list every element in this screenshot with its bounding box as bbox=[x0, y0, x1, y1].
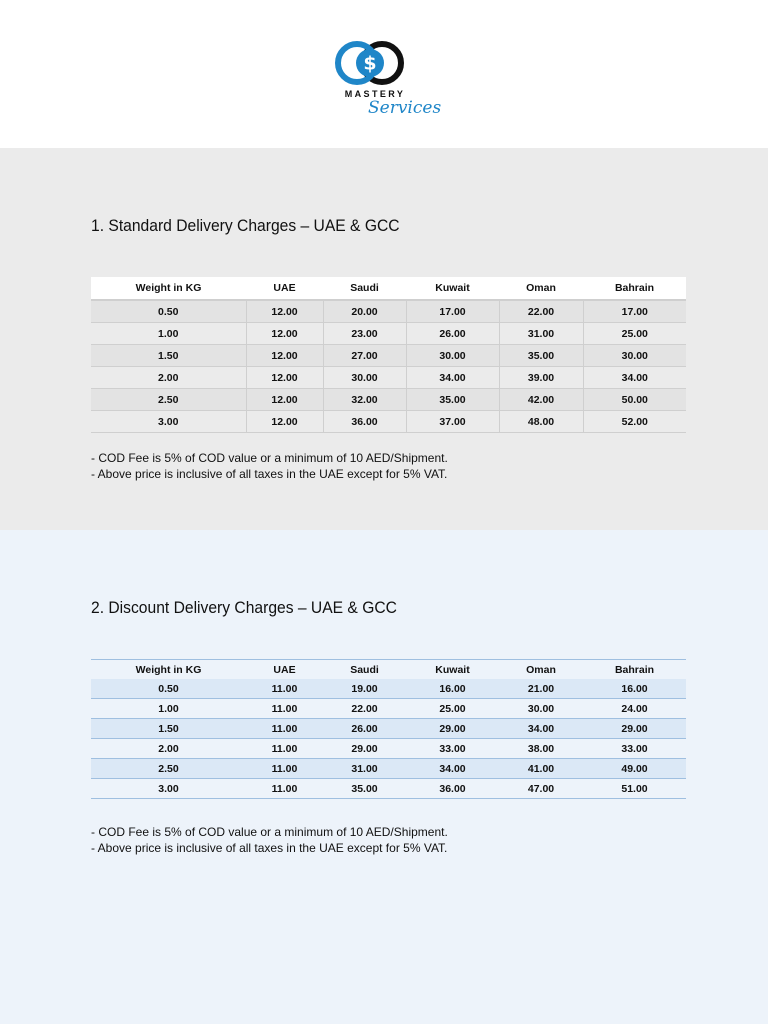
cell-weight: 0.50 bbox=[91, 300, 246, 323]
cell-bahrain: 34.00 bbox=[583, 367, 686, 389]
cell-saudi: 35.00 bbox=[323, 779, 406, 799]
cell-saudi: 26.00 bbox=[323, 719, 406, 739]
cell-weight: 3.00 bbox=[91, 779, 246, 799]
cell-saudi: 32.00 bbox=[323, 389, 406, 411]
table-row bbox=[91, 759, 686, 779]
cell-weight: 1.00 bbox=[91, 699, 246, 719]
cell-weight: 3.00 bbox=[91, 411, 246, 433]
cell-kuwait: 37.00 bbox=[406, 411, 499, 433]
discount-charges-title: 2. Discount Delivery Charges – UAE & GCC bbox=[91, 598, 397, 617]
table-row bbox=[91, 300, 686, 323]
cell-oman: 41.00 bbox=[499, 759, 583, 779]
cell-oman: 39.00 bbox=[499, 367, 583, 389]
cell-uae: 11.00 bbox=[246, 719, 323, 739]
cell-saudi: 30.00 bbox=[323, 367, 406, 389]
table-row bbox=[91, 411, 686, 433]
cell-bahrain: 25.00 bbox=[583, 323, 686, 345]
cell-weight: 0.50 bbox=[91, 679, 246, 699]
cell-uae: 12.00 bbox=[246, 323, 323, 345]
cell-bahrain: 16.00 bbox=[583, 679, 686, 699]
cell-uae: 11.00 bbox=[246, 699, 323, 719]
cell-uae: 11.00 bbox=[246, 679, 323, 699]
table-row bbox=[91, 679, 686, 699]
table-row bbox=[91, 345, 686, 367]
cell-oman: 47.00 bbox=[499, 779, 583, 799]
cell-saudi: 19.00 bbox=[323, 679, 406, 699]
cell-weight: 2.50 bbox=[91, 389, 246, 411]
header-bahrain: Bahrain bbox=[583, 277, 686, 300]
cell-kuwait: 36.00 bbox=[406, 779, 499, 799]
table-row bbox=[91, 389, 686, 411]
cell-bahrain: 52.00 bbox=[583, 411, 686, 433]
header-saudi: Saudi bbox=[323, 660, 406, 680]
cell-weight: 2.00 bbox=[91, 739, 246, 759]
cell-uae: 11.00 bbox=[246, 759, 323, 779]
cell-saudi: 27.00 bbox=[323, 345, 406, 367]
discount-charges-table bbox=[91, 659, 686, 799]
cell-saudi: 22.00 bbox=[323, 699, 406, 719]
cell-kuwait: 35.00 bbox=[406, 389, 499, 411]
cell-kuwait: 25.00 bbox=[406, 699, 499, 719]
standard-notes bbox=[91, 450, 448, 482]
cell-uae: 12.00 bbox=[246, 345, 323, 367]
cell-saudi: 31.00 bbox=[323, 759, 406, 779]
table-row bbox=[91, 699, 686, 719]
header-saudi: Saudi bbox=[323, 277, 406, 300]
cell-oman: 30.00 bbox=[499, 699, 583, 719]
vat-note: - Above price is inclusive of all taxes in the UAE except for 5% VAT. bbox=[91, 841, 448, 855]
cell-bahrain: 50.00 bbox=[583, 389, 686, 411]
cell-bahrain: 49.00 bbox=[583, 759, 686, 779]
cell-uae: 12.00 bbox=[246, 411, 323, 433]
cell-kuwait: 30.00 bbox=[406, 345, 499, 367]
cell-uae: 12.00 bbox=[246, 389, 323, 411]
header-weight: Weight in KG bbox=[91, 277, 246, 300]
cell-saudi: 20.00 bbox=[323, 300, 406, 323]
cell-bahrain: 33.00 bbox=[583, 739, 686, 759]
cell-kuwait: 33.00 bbox=[406, 739, 499, 759]
cell-kuwait: 26.00 bbox=[406, 323, 499, 345]
cell-uae: 12.00 bbox=[246, 300, 323, 323]
logo-script-text: Services bbox=[368, 98, 442, 118]
cell-saudi: 23.00 bbox=[323, 323, 406, 345]
cell-saudi: 36.00 bbox=[323, 411, 406, 433]
page-header bbox=[0, 0, 768, 148]
cell-oman: 35.00 bbox=[499, 345, 583, 367]
cod-fee-note: - COD Fee is 5% of COD value or a minimum of 10 AED/Shipment. bbox=[91, 451, 448, 465]
standard-charges-title: 1. Standard Delivery Charges – UAE & GCC bbox=[91, 216, 400, 235]
table-row bbox=[91, 779, 686, 799]
cell-oman: 22.00 bbox=[499, 300, 583, 323]
cell-bahrain: 24.00 bbox=[583, 699, 686, 719]
header-kuwait: Kuwait bbox=[406, 277, 499, 300]
table-row bbox=[91, 367, 686, 389]
cell-kuwait: 17.00 bbox=[406, 300, 499, 323]
header-uae: UAE bbox=[246, 277, 323, 300]
cell-uae: 11.00 bbox=[246, 739, 323, 759]
cell-weight: 2.50 bbox=[91, 759, 246, 779]
table-row bbox=[91, 719, 686, 739]
cell-bahrain: 17.00 bbox=[583, 300, 686, 323]
logo-circles-icon bbox=[330, 40, 420, 88]
discount-notes bbox=[91, 824, 448, 856]
cell-oman: 48.00 bbox=[499, 411, 583, 433]
cell-oman: 38.00 bbox=[499, 739, 583, 759]
cell-oman: 42.00 bbox=[499, 389, 583, 411]
dollar-sign-icon: $ bbox=[363, 52, 377, 75]
cell-uae: 11.00 bbox=[246, 779, 323, 799]
cell-oman: 31.00 bbox=[499, 323, 583, 345]
mastery-services-logo bbox=[330, 40, 440, 130]
table-row bbox=[91, 739, 686, 759]
cell-kuwait: 29.00 bbox=[406, 719, 499, 739]
discount-charges-section bbox=[0, 530, 768, 1024]
header-oman: Oman bbox=[499, 660, 583, 680]
cell-weight: 1.50 bbox=[91, 719, 246, 739]
cell-bahrain: 30.00 bbox=[583, 345, 686, 367]
logo-wordmark: MASTERY bbox=[344, 89, 406, 99]
standard-charges-section bbox=[0, 148, 768, 530]
cell-oman: 21.00 bbox=[499, 679, 583, 699]
table-header-row bbox=[91, 277, 686, 300]
vat-note: - Above price is inclusive of all taxes in the UAE except for 5% VAT. bbox=[91, 467, 448, 481]
cell-uae: 12.00 bbox=[246, 367, 323, 389]
header-uae: UAE bbox=[246, 660, 323, 680]
standard-charges-table bbox=[91, 277, 686, 433]
cell-weight: 1.50 bbox=[91, 345, 246, 367]
cell-kuwait: 34.00 bbox=[406, 367, 499, 389]
cell-oman: 34.00 bbox=[499, 719, 583, 739]
table-row bbox=[91, 323, 686, 345]
header-oman: Oman bbox=[499, 277, 583, 300]
header-weight: Weight in KG bbox=[91, 660, 246, 680]
cell-bahrain: 29.00 bbox=[583, 719, 686, 739]
cell-bahrain: 51.00 bbox=[583, 779, 686, 799]
cell-weight: 2.00 bbox=[91, 367, 246, 389]
cell-kuwait: 34.00 bbox=[406, 759, 499, 779]
table-header-row bbox=[91, 660, 686, 680]
cod-fee-note: - COD Fee is 5% of COD value or a minimum of 10 AED/Shipment. bbox=[91, 825, 448, 839]
header-kuwait: Kuwait bbox=[406, 660, 499, 680]
cell-weight: 1.00 bbox=[91, 323, 246, 345]
header-bahrain: Bahrain bbox=[583, 660, 686, 680]
cell-kuwait: 16.00 bbox=[406, 679, 499, 699]
cell-saudi: 29.00 bbox=[323, 739, 406, 759]
